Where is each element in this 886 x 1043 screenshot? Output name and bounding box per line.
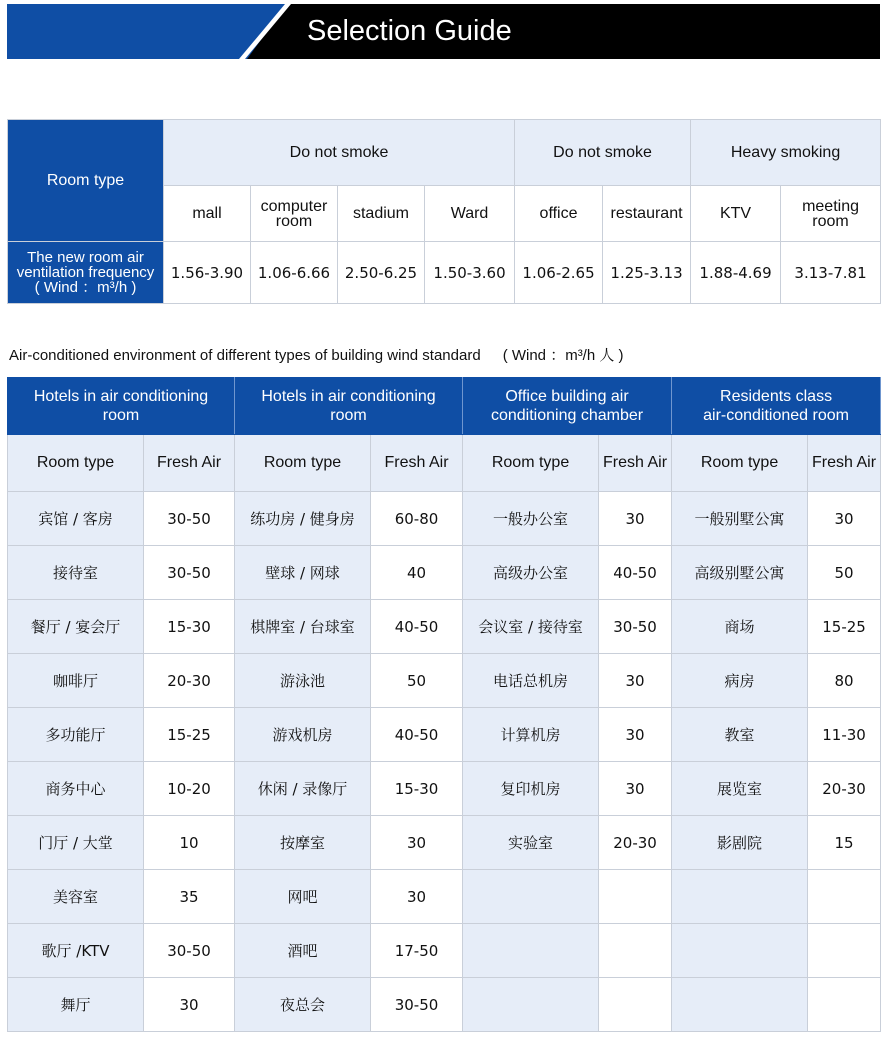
category-row bbox=[8, 378, 881, 435]
room-type-cell bbox=[672, 978, 808, 1032]
room-type-cell: 商场 bbox=[672, 600, 808, 654]
room-type-cell: 夜总会 bbox=[235, 978, 371, 1032]
room-type-cell: 接待室 bbox=[8, 546, 144, 600]
room-name: office bbox=[515, 186, 603, 242]
caption-text: Air-conditioned environment of different types of building wind standard bbox=[9, 347, 481, 364]
category-header: Hotels in air conditioning room bbox=[235, 378, 463, 435]
fresh-air-cell: 30 bbox=[599, 762, 672, 816]
fresh-air-cell: 20-30 bbox=[599, 816, 672, 870]
room-type-cell: 门厅 / 大堂 bbox=[8, 816, 144, 870]
group-header: Heavy smoking bbox=[691, 120, 881, 186]
table-row bbox=[8, 654, 881, 708]
fresh-air-cell: 40 bbox=[371, 546, 463, 600]
room-type-cell: 游泳池 bbox=[235, 654, 371, 708]
table-row bbox=[8, 762, 881, 816]
room-type-cell: 教室 bbox=[672, 708, 808, 762]
room-type-cell: 咖啡厅 bbox=[8, 654, 144, 708]
frequency-value: 1.56-3.90 bbox=[164, 242, 251, 304]
fresh-air-cell: 50 bbox=[808, 546, 881, 600]
room-type-cell: 计算机房 bbox=[463, 708, 599, 762]
frequency-value: 1.06-6.66 bbox=[251, 242, 338, 304]
room-type-cell bbox=[463, 978, 599, 1032]
room-type-column-header: Room type bbox=[672, 435, 808, 492]
room-type-cell bbox=[463, 924, 599, 978]
room-type-cell: 高级办公室 bbox=[463, 546, 599, 600]
fresh-air-cell: 15-25 bbox=[144, 708, 235, 762]
group-header: Do not smoke bbox=[164, 120, 515, 186]
fresh-air-cell: 30 bbox=[808, 492, 881, 546]
fresh-air-cell: 30-50 bbox=[371, 978, 463, 1032]
room-name: restaurant bbox=[603, 186, 691, 242]
table-row bbox=[8, 600, 881, 654]
room-type-cell: 美容室 bbox=[8, 870, 144, 924]
table-row bbox=[8, 816, 881, 870]
table-row bbox=[8, 978, 881, 1032]
selection-guide-banner bbox=[7, 4, 880, 59]
fresh-air-cell: 40-50 bbox=[371, 600, 463, 654]
frequency-value: 1.50-3.60 bbox=[425, 242, 515, 304]
room-type-cell: 休闲 / 录像厅 bbox=[235, 762, 371, 816]
fresh-air-cell: 17-50 bbox=[371, 924, 463, 978]
room-type-cell bbox=[672, 924, 808, 978]
fresh-air-column-header: Fresh Air bbox=[144, 435, 235, 492]
fresh-air-cell: 10-20 bbox=[144, 762, 235, 816]
room-name: mall bbox=[164, 186, 251, 242]
room-name: KTV bbox=[691, 186, 781, 242]
fresh-air-cell: 20-30 bbox=[808, 762, 881, 816]
room-type-cell: 会议室 / 接待室 bbox=[463, 600, 599, 654]
fresh-air-cell: 40-50 bbox=[371, 708, 463, 762]
room-type-cell: 按摩室 bbox=[235, 816, 371, 870]
fresh-air-cell bbox=[599, 978, 672, 1032]
fresh-air-cell: 30-50 bbox=[144, 492, 235, 546]
fresh-air-cell: 15-30 bbox=[371, 762, 463, 816]
fresh-air-cell: 20-30 bbox=[144, 654, 235, 708]
frequency-value: 1.88-4.69 bbox=[691, 242, 781, 304]
fresh-air-cell: 50 bbox=[371, 654, 463, 708]
fresh-air-cell bbox=[808, 978, 881, 1032]
room-type-cell bbox=[463, 870, 599, 924]
fresh-air-cell: 30-50 bbox=[599, 600, 672, 654]
fresh-air-cell: 80 bbox=[808, 654, 881, 708]
room-name: computer room bbox=[251, 186, 338, 242]
column-header-row bbox=[8, 435, 881, 492]
room-type-cell: 餐厅 / 宴会厅 bbox=[8, 600, 144, 654]
room-type-cell: 多功能厅 bbox=[8, 708, 144, 762]
room-type-column-header: Room type bbox=[235, 435, 371, 492]
ventilation-frequency-label bbox=[8, 242, 164, 304]
room-type-cell: 宾馆 / 客房 bbox=[8, 492, 144, 546]
frequency-value: 2.50-6.25 bbox=[338, 242, 425, 304]
table-row bbox=[8, 924, 881, 978]
room-type-cell: 练功房 / 健身房 bbox=[235, 492, 371, 546]
table-row bbox=[8, 546, 881, 600]
room-type-cell: 高级别墅公寓 bbox=[672, 546, 808, 600]
room-type-cell: 壁球 / 网球 bbox=[235, 546, 371, 600]
fresh-air-column-header: Fresh Air bbox=[599, 435, 672, 492]
room-type-column-header: Room type bbox=[463, 435, 599, 492]
label-line: The new room air bbox=[27, 249, 144, 266]
fresh-air-cell: 30-50 bbox=[144, 924, 235, 978]
fresh-air-cell: 30 bbox=[144, 978, 235, 1032]
fresh-air-cell: 15-30 bbox=[144, 600, 235, 654]
room-type-cell: 影剧院 bbox=[672, 816, 808, 870]
group-header: Do not smoke bbox=[515, 120, 691, 186]
room-type-cell: 棋牌室 / 台球室 bbox=[235, 600, 371, 654]
fresh-air-cell: 30 bbox=[599, 492, 672, 546]
room-type-cell: 实验室 bbox=[463, 816, 599, 870]
banner-title: Selection Guide bbox=[307, 15, 512, 47]
room-type-cell: 歌厅 /KTV bbox=[8, 924, 144, 978]
room-type-column-header: Room type bbox=[8, 435, 144, 492]
fresh-air-cell: 11-30 bbox=[808, 708, 881, 762]
table-row bbox=[8, 492, 881, 546]
fresh-air-cell: 30-50 bbox=[144, 546, 235, 600]
frequency-row bbox=[8, 242, 881, 304]
room-type-cell: 商务中心 bbox=[8, 762, 144, 816]
table-row bbox=[8, 708, 881, 762]
label-line: ventilation frequency bbox=[16, 264, 155, 281]
table-row bbox=[8, 870, 881, 924]
frequency-value: 3.13-7.81 bbox=[781, 242, 881, 304]
fresh-air-cell: 10 bbox=[144, 816, 235, 870]
label-line: ( Wind ：m³/h ) bbox=[34, 279, 137, 296]
frequency-value: 1.25-3.13 bbox=[603, 242, 691, 304]
fresh-air-cell: 60-80 bbox=[371, 492, 463, 546]
category-header: Residents class air-conditioned room bbox=[672, 378, 881, 435]
ventilation-frequency-table bbox=[7, 119, 881, 304]
caption-unit: ( Wind ：m³/h 人 ) bbox=[502, 347, 624, 364]
room-name: Ward bbox=[425, 186, 515, 242]
room-type-cell: 酒吧 bbox=[235, 924, 371, 978]
fresh-air-cell bbox=[599, 924, 672, 978]
category-header: Office building air conditioning chamber bbox=[463, 378, 672, 435]
fresh-air-cell bbox=[808, 924, 881, 978]
fresh-air-cell: 30 bbox=[599, 654, 672, 708]
fresh-air-standard-table bbox=[7, 377, 881, 1032]
fresh-air-cell: 15 bbox=[808, 816, 881, 870]
room-name: stadium bbox=[338, 186, 425, 242]
room-type-cell: 游戏机房 bbox=[235, 708, 371, 762]
fresh-air-cell bbox=[599, 870, 672, 924]
room-type-cell: 展览室 bbox=[672, 762, 808, 816]
fresh-air-cell: 15-25 bbox=[808, 600, 881, 654]
room-type-cell: 病房 bbox=[672, 654, 808, 708]
room-type-cell: 网吧 bbox=[235, 870, 371, 924]
category-header: Hotels in air conditioning room bbox=[8, 378, 235, 435]
fresh-air-cell: 30 bbox=[371, 870, 463, 924]
fresh-air-cell bbox=[808, 870, 881, 924]
room-type-cell: 一般别墅公寓 bbox=[672, 492, 808, 546]
fresh-air-column-header: Fresh Air bbox=[808, 435, 881, 492]
room-type-cell: 电话总机房 bbox=[463, 654, 599, 708]
fresh-air-cell: 30 bbox=[371, 816, 463, 870]
fresh-air-cell: 40-50 bbox=[599, 546, 672, 600]
fresh-air-cell: 35 bbox=[144, 870, 235, 924]
room-type-cell: 一般办公室 bbox=[463, 492, 599, 546]
frequency-value: 1.06-2.65 bbox=[515, 242, 603, 304]
table-caption bbox=[9, 344, 624, 365]
room-type-header: Room type bbox=[8, 120, 164, 242]
fresh-air-cell: 30 bbox=[599, 708, 672, 762]
room-name: meeting room bbox=[781, 186, 881, 242]
room-type-cell: 复印机房 bbox=[463, 762, 599, 816]
room-type-cell bbox=[672, 870, 808, 924]
fresh-air-column-header: Fresh Air bbox=[371, 435, 463, 492]
room-type-cell: 舞厅 bbox=[8, 978, 144, 1032]
